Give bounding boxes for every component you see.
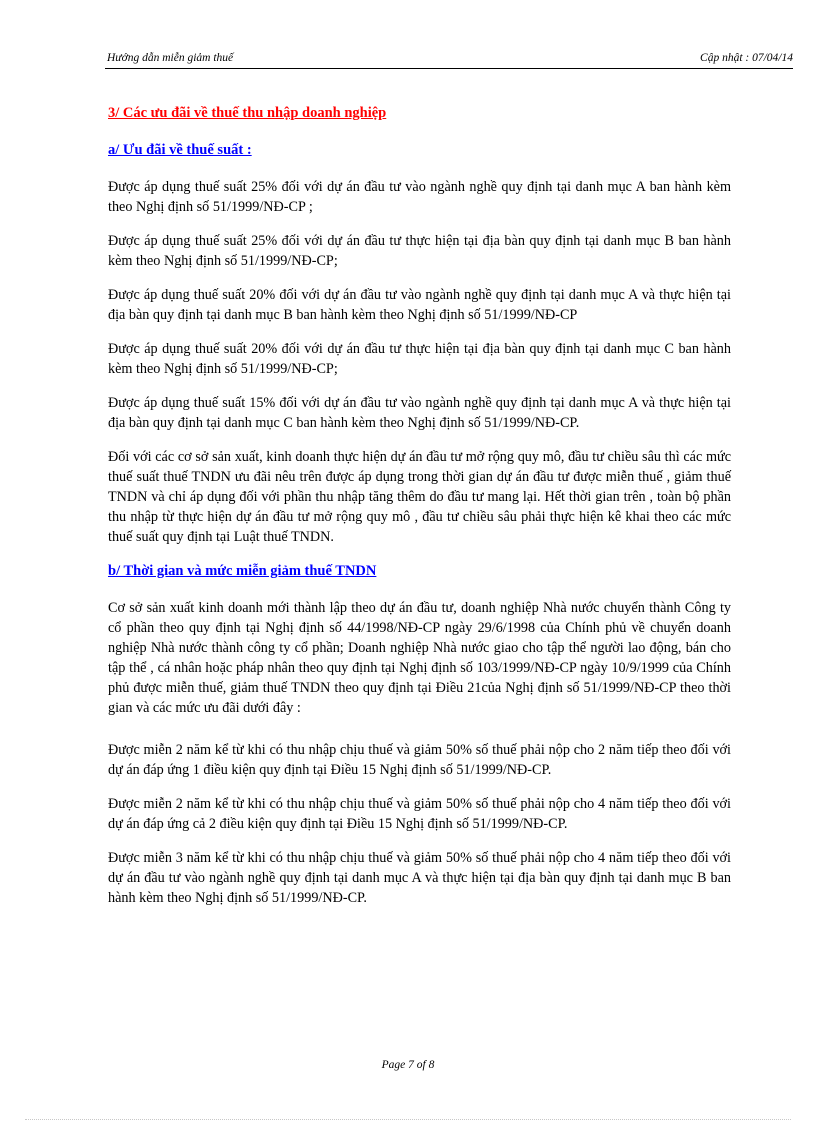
paragraph: Được áp dụng thuế suất 20% đối với dự án đầu tư thực hiện tại địa bàn quy định tại danh mục C ban hành kèm theo Nghị định số 51/1999/NĐ-CP; [108,341,731,377]
paragraph: Được miễn 2 năm kể từ khi có thu nhập chịu thuế và giảm 50% số thuế phải nộp cho 2 năm tiếp theo đối với dự án đáp ứng 1 điều kiện quy định tại Điều 15 Nghị định số 51/1999/NĐ-CP. [108,742,731,778]
paragraph: Cơ sở sản xuất kinh doanh mới thành lập theo dự án đầu tư, doanh nghiệp Nhà nước chuyển thành Công ty cổ phần theo quy định tại Nghị định số 44/1998/NĐ-CP ngày 29/6/1998 của Chính phủ về chuyển doanh nghiệp Nhà nước thành công ty cổ phần; Doanh nghiệp Nhà nước giao cho tập thể người lao động, bán cho tập thể , cá nhân hoặc pháp nhân theo quy định tại Nghị định số 103/1999/NĐ-CP ngày 10/9/1999 của Chính phủ được miễn thuế, giảm thuế TNDN theo quy định tại Điều 21của Nghị định số 51/1999/NĐ-CP theo thời gian và các mức ưu đãi dưới đây : [108,600,731,716]
page-number: Page 7 of 8 [381,1059,435,1071]
subsection-a-title: a/ Ưu đãi về thuế suất : [108,142,252,158]
subsection-b-title: b/ Thời gian và mức miễn giảm thuế TNDN [108,563,377,579]
header-updated-date: Cập nhật : 07/04/14 [700,52,793,64]
paragraph: Được áp dụng thuế suất 15% đối với dự án đầu tư vào ngành nghề quy định tại danh mục A và thực hiện tại địa bàn quy định tại danh mục C ban hành kèm theo Nghị định số 51/1999/NĐ-CP. [108,395,731,431]
paragraph: Được áp dụng thuế suất 25% đối với dự án đầu tư thực hiện tại địa bàn quy định tại danh mục B ban hành kèm theo Nghị định số 51/1999/NĐ-CP; [108,233,731,269]
section-title: 3/ Các ưu đãi về thuế thu nhập doanh nghiệp [108,105,387,121]
paragraph: Được áp dụng thuế suất 25% đối với dự án đầu tư vào ngành nghề quy định tại danh mục A ban hành kèm theo Nghị định số 51/1999/NĐ-CP ; [108,179,731,215]
paragraph: Được miễn 2 năm kể từ khi có thu nhập chịu thuế và giảm 50% số thuế phải nộp cho 4 năm tiếp theo đối với dự án đáp ứng cả 2 điều kiện quy định tại Điều 15 Nghị định số 51/1999/NĐ-CP. [108,796,731,832]
paragraph: Đối với các cơ sở sản xuất, kinh doanh thực hiện dự án đầu tư mở rộng quy mô, đầu tư chiều sâu thì các mức thuế suất thuế TNDN ưu đãi nêu trên được áp dụng trong thời gian dự án đầu tư được miễn thuế , giảm thuế TNDN và chỉ áp dụng đối với phần thu nhập tăng thêm do đầu tư mang lại. Hết thời gian trên , toàn bộ phần thu nhập từ thực hiện dự án đầu tư mở rộng quy mô , đầu tư chiều sâu phải thực hiện kê khai theo các mức thuế suất quy định tại Luật thuế TNDN. [108,449,731,545]
paragraph: Được áp dụng thuế suất 20% đối với dự án đầu tư vào ngành nghề quy định tại danh mục A và thực hiện tại địa bàn quy định tại danh mục B ban hành kèm theo Nghị định số 51/1999/NĐ-CP [108,287,731,323]
document-body [108,103,731,922]
header-rule [105,68,793,69]
header-title: Hướng dẫn miễn giảm thuế [107,52,234,64]
page-edge [25,1119,791,1120]
paragraph: Được miễn 3 năm kể từ khi có thu nhập chịu thuế và giảm 50% số thuế phải nộp cho 4 năm tiếp theo đối với dự án đầu tư vào ngành nghề quy định tại danh mục A và thực hiện tại địa bàn quy định tại danh mục B ban hành kèm theo Nghị định số 51/1999/NĐ-CP. [108,850,731,906]
